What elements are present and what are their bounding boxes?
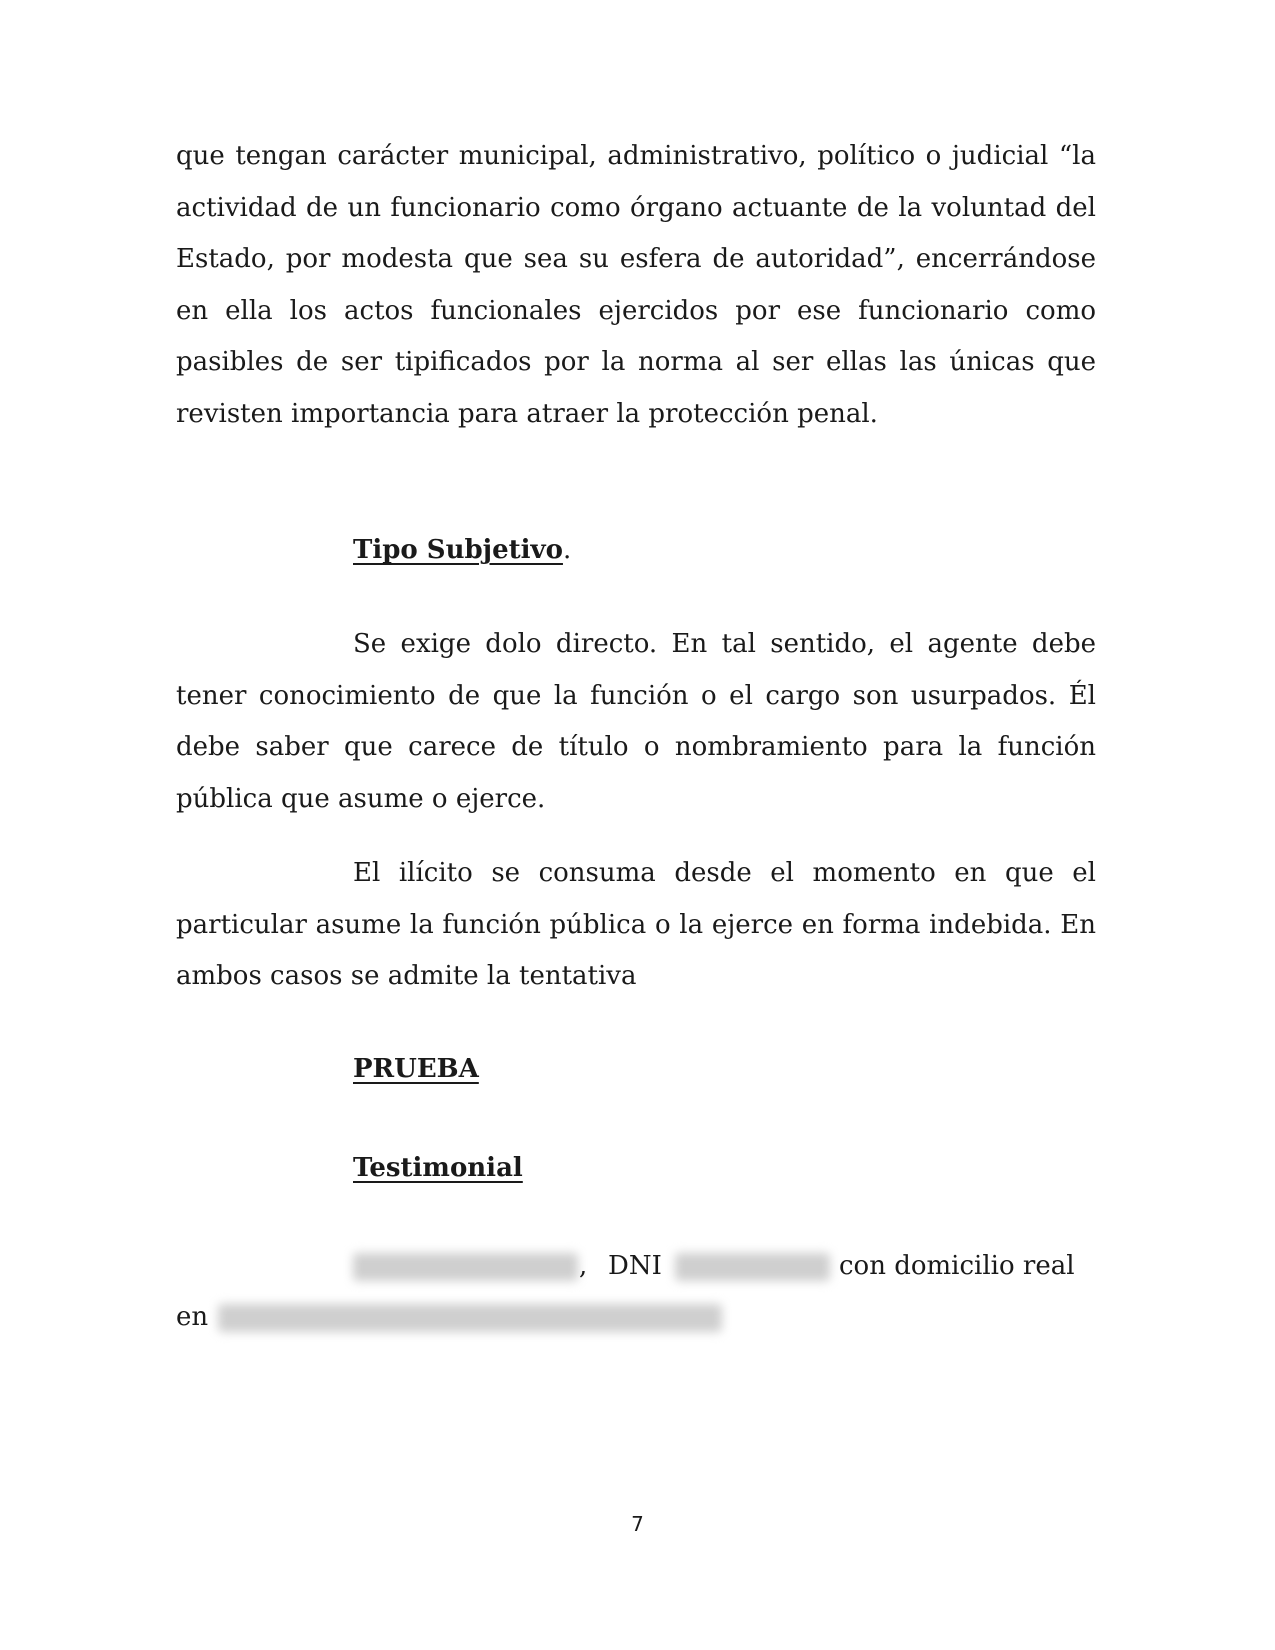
page-number: 7	[631, 1512, 644, 1536]
redacted-witness-name	[353, 1253, 578, 1281]
witness-domicilio-text: con domicilio real	[839, 1251, 1075, 1281]
witness-name-comma: ,	[579, 1251, 588, 1281]
heading-testimonial	[353, 1148, 523, 1188]
heading-tipo-subjetivo	[353, 530, 571, 570]
heading-testimonial-text: Testimonial	[353, 1153, 523, 1183]
witness-line-1	[176, 1241, 1096, 1292]
redacted-dni-number	[675, 1253, 830, 1281]
heading-prueba-text: PRUEBA	[353, 1054, 479, 1084]
paragraph-dolo-directo: Se exige dolo directo. En tal sentido, el agente debe tener conocimiento de que la función o el cargo son usurpados. Él debe saber que carece de título o nombramiento para la función pública que asume o ejerce.	[176, 629, 1096, 814]
paragraph-definition: que tengan carácter municipal, administrativo, político o judicial “la actividad de un funcionario como órgano actuante de la voluntad del Estado, por modesta que sea su esfera de autoridad”, encerrándose en ella los actos funcionales ejercidos por ese funcionario como pasibles de ser tipificados por la norma al ser ellas las únicas que revisten importancia para atraer la protección penal.	[176, 141, 1096, 429]
witness-en-text: en	[176, 1302, 209, 1332]
witness-entry	[176, 1241, 1096, 1343]
redacted-address	[218, 1304, 722, 1332]
witness-line-2	[176, 1292, 1096, 1343]
heading-tipo-subjetivo-text: Tipo Subjetivo	[353, 535, 563, 565]
witness-dni-label: DNI	[608, 1251, 662, 1281]
heading-prueba	[353, 1049, 479, 1089]
paragraph-consumacion: El ilícito se consuma desde el momento en que el particular asume la función pública o la ejerce en forma indebida. En ambos casos se admite la tentativa	[176, 858, 1096, 991]
heading-tipo-subjetivo-period: .	[562, 535, 572, 565]
